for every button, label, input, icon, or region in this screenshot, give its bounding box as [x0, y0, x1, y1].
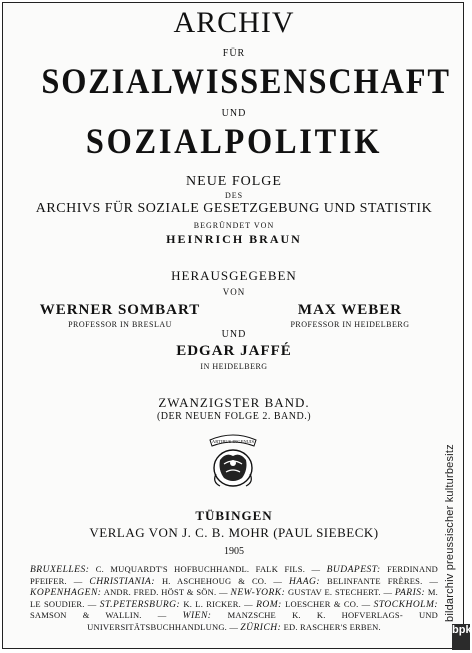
- agent-entry: [256, 599, 370, 609]
- agent-city: WIEN:: [182, 611, 212, 622]
- title-fuer: FÜR: [222, 48, 246, 59]
- agent-city: NEW-YORK:: [230, 588, 286, 599]
- editor-name: WERNER SOMBART: [39, 302, 201, 318]
- subtitle-archivs: ARCHIVS FÜR SOZIALE GESETZGEBUNG UND STATISTIK: [35, 201, 433, 216]
- publisher-crest-icon: [204, 430, 262, 490]
- agent-entry: [30, 587, 228, 597]
- editor-role: PROFESSOR IN BRESLAU: [68, 320, 172, 329]
- agent-firm: BELINFANTE FRÈRES. —: [326, 575, 439, 586]
- editor-jaffe-role: IN HEIDELBERG: [200, 362, 268, 371]
- agent-entry: [230, 587, 392, 597]
- agent-city: BRUXELLES:: [30, 565, 90, 575]
- volume-label: ZWANZIGSTER BAND.: [158, 395, 310, 410]
- imprint-city: TÜBINGEN: [195, 508, 273, 523]
- editors-und: UND: [221, 329, 247, 340]
- agent-city: ST.PETERSBURG:: [99, 599, 181, 610]
- agent-entry: [289, 576, 438, 586]
- agents-list: [30, 564, 438, 634]
- agent-firm: ANDR. FRED. HÖST & SÖN. —: [103, 587, 228, 598]
- editor-name: MAX WEBER: [297, 302, 403, 318]
- subtitle-des: DES: [224, 191, 244, 200]
- agent-firm: GUSTAV E. STECHERT. —: [288, 587, 393, 598]
- title-archiv: ARCHIV: [173, 6, 295, 39]
- editor-sombart: [30, 302, 210, 329]
- agent-firm: FERDINAND PFEIFER. —: [30, 564, 439, 586]
- archive-watermark: [444, 444, 472, 650]
- agent-firm: M. LE SOUDIER. —: [30, 587, 438, 609]
- title-sozialpolitik: SOZIALPOLITIK: [85, 121, 383, 161]
- editor-role: PROFESSOR IN HEIDELBERG: [290, 320, 410, 329]
- agent-firm: SAMSON & WALLIN. —: [30, 610, 167, 621]
- agent-city: PARIS:: [394, 588, 426, 599]
- volume-neue-folge: (DER NEUEN FOLGE 2. BAND.): [156, 411, 312, 422]
- agent-city: CHRISTIANIA:: [89, 576, 155, 587]
- imprint-year: 1905: [224, 546, 244, 557]
- agent-firm: H. ASCHEHOUG & CO. —: [161, 575, 283, 586]
- emblem-motto: ARTIBUS INGENUIS: [211, 439, 255, 444]
- editor-weber: [262, 302, 438, 329]
- agent-city: BUDAPEST:: [326, 565, 381, 575]
- imprint-publisher: VERLAG VON J. C. B. MOHR (PAUL SIEBECK): [89, 525, 379, 540]
- agent-city: ZÜRICH:: [240, 622, 282, 633]
- agent-entry: [240, 622, 380, 632]
- subtitle-neue-folge: NEUE FOLGE: [186, 174, 282, 189]
- bpk-logo-icon: bpk: [452, 624, 470, 650]
- agent-firm: LOESCHER & CO. —: [285, 598, 371, 609]
- watermark-text: bildarchiv preussischer kulturbesitz: [444, 444, 456, 622]
- agent-firm: MANZSCHE K. K. HOFVERLAGS- UND UNIVERSITÄTSBUCHHANDLUNG. —: [87, 610, 439, 632]
- von-label: VON: [222, 287, 246, 297]
- herausgegeben-label: HERAUSGEGEBEN: [171, 268, 297, 283]
- title-sozialwissenschaft: SOZIALWISSENSCHAFT: [41, 61, 451, 101]
- agent-city: HAAG:: [289, 576, 321, 587]
- subtitle-begruendet-von: BEGRÜNDET VON: [193, 221, 275, 230]
- agent-city: STOCKHOLM:: [373, 599, 439, 610]
- agent-entry: [30, 564, 320, 574]
- agent-entry: [89, 576, 282, 586]
- agent-firm: C. MUQUARDT'S HOFBUCHHANDL. FALK FILS. —: [95, 564, 321, 574]
- agent-firm: K. L. RICKER. —: [183, 598, 253, 609]
- editor-jaffe-name: EDGAR JAFFÉ: [176, 343, 292, 359]
- agent-entry: [100, 599, 253, 609]
- founder-name: HEINRICH BRAUN: [166, 232, 302, 246]
- agent-firm: ED. RASCHER'S ERBEN.: [283, 621, 381, 632]
- agent-city: KOPENHAGEN:: [30, 588, 102, 599]
- agent-city: ROM:: [256, 599, 282, 610]
- title-und: UND: [221, 108, 247, 119]
